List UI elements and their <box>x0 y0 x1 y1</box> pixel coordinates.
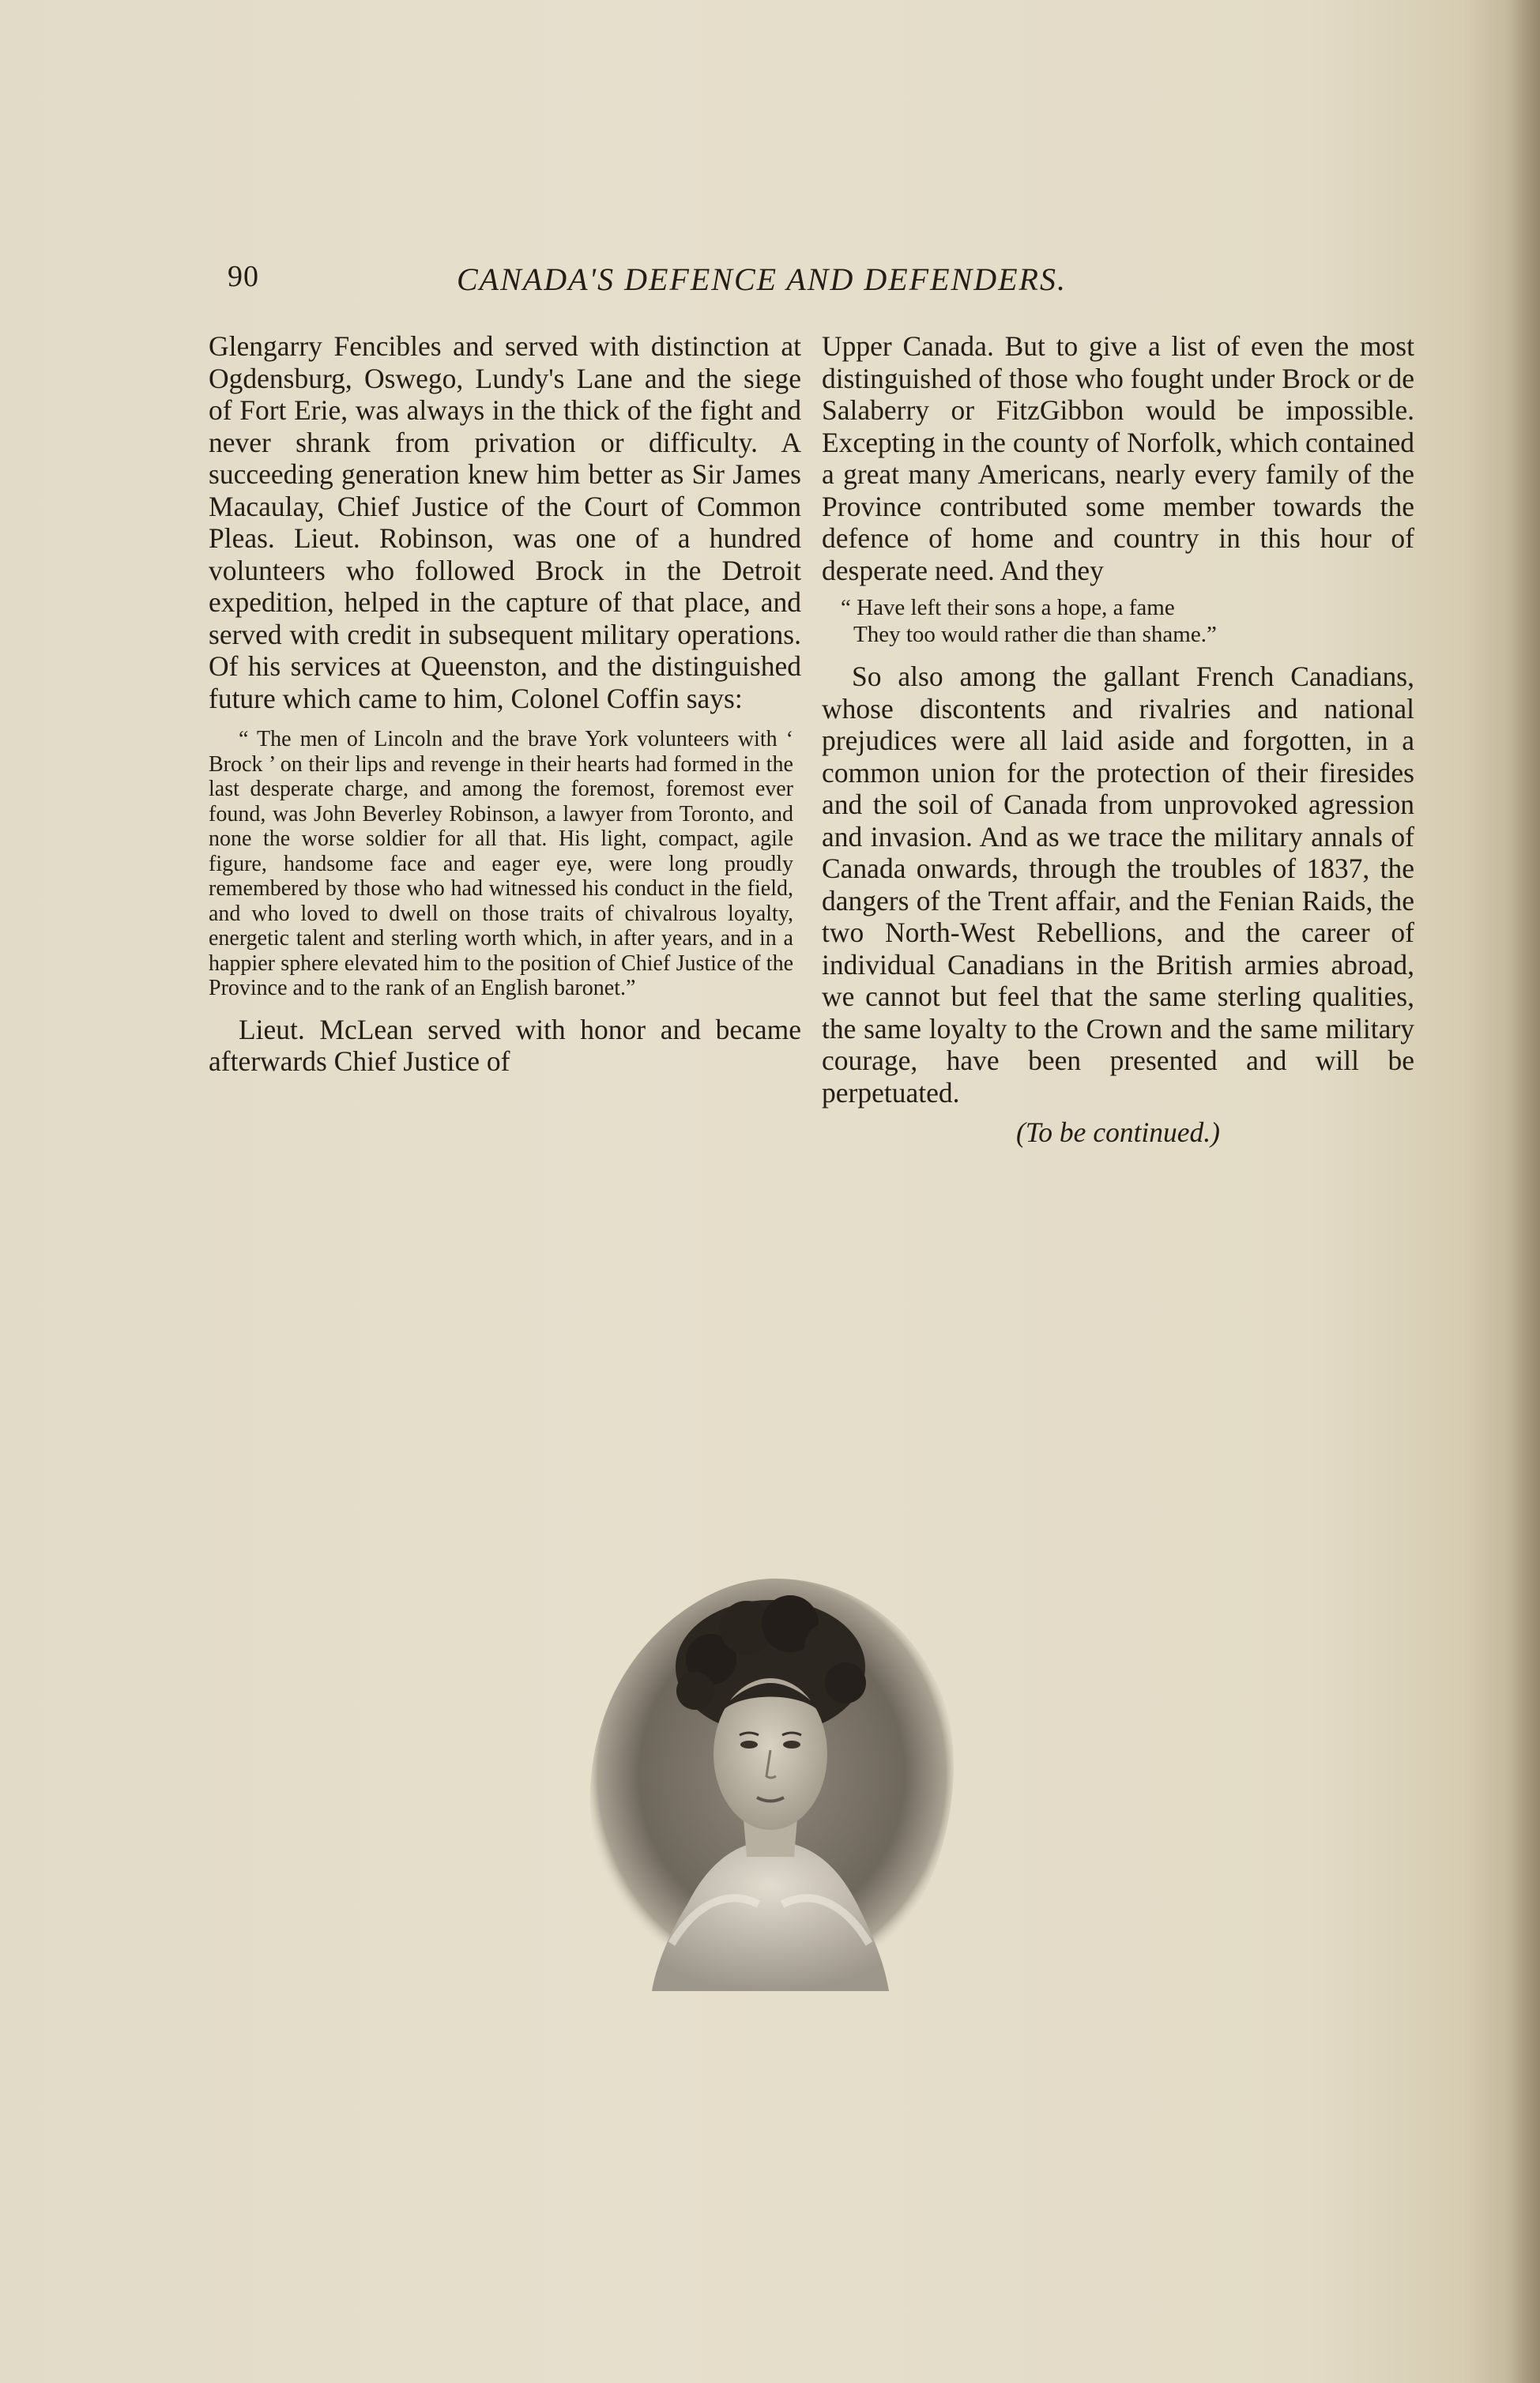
right-paragraph-1: Upper Canada. But to give a list of even the most distinguished of those who fought under Brock or de Salaberry or FitzGibbon would be impossible. Excepting in the county of Norfolk, which contained a great many Americans, nearly every family of the Province contributed some member towards the defence of home and country in this hour of desperate need. And they <box>822 330 1414 586</box>
page-number: 90 <box>228 260 259 293</box>
block-quote-coffin: “ The men of Lincoln and the brave York volunteers with ‘ Brock ’ on their lips and revenge in their hearts had formed in the last desperate charge, and among the foremost, foremost ever found, was John Beverley Robinson, a lawyer from Toronto, and none the worse soldier for all that. His light, compact, agile figure, handsome face and eager eye, were long proudly remembered by those who had witnessed his conduct in the field, and who loved to dwell on those traits of chivalrous loyalty, energetic talent and sterling worth which, in after years, and in a happier sphere elevated him to the position of Chief Justice of the Province and to the rank of an English baronet.” <box>209 727 793 1000</box>
verse-quote <box>841 594 1414 648</box>
verse-line-1: “ Have left their sons a hope, a fame <box>841 595 1175 620</box>
portrait-vignette-image <box>577 1572 964 1991</box>
right-column <box>822 330 1414 1149</box>
verse-line-2: They too would rather die than shame.” <box>853 622 1217 647</box>
page-edge-shadow <box>1508 0 1540 2383</box>
to-be-continued: (To be continued.) <box>1016 1116 1220 1148</box>
right-paragraph-2: So also among the gallant French Canadians, whose discontents and rivalries and national prejudices were all laid aside and forgotten, in a common union for the protection of their firesides and the soil of Canada from unprovoked agression and invasion. And as we trace the military annals of Canada onwards, through the troubles of 1837, the dangers of the Trent affair, and the Fenian Raids, the two North-West Rebellions, and the career of individual Canadians in the British armies abroad, we cannot but feel that the same sterling qualities, the same loyalty to the Crown and the same military courage, have been presented and will be perpetuated. <box>822 661 1414 1109</box>
left-column <box>209 330 801 1078</box>
left-paragraph-1: Glengarry Fencibles and served with distinction at Ogdensburg, Oswego, Lundy's Lane and the siege of Fort Erie, was always in the thick of the fight and never shrank from privation or difficulty. A succeeding generation knew him better as Sir James Macaulay, Chief Justice of the Court of Common Pleas. Lieut. Robinson, was one of a hundred volunteers who followed Brock in the Detroit expedition, helped in the capture of that place, and served with credit in subsequent military operations. Of his services at Queenston, and the distinguished future which came to him, Colonel Coffin says: <box>209 330 801 714</box>
left-paragraph-2: Lieut. McLean served with honor and became afterwards Chief Justice of <box>209 1013 801 1077</box>
running-title: CANADA'S DEFENCE AND DEFENDERS. <box>457 262 1067 297</box>
